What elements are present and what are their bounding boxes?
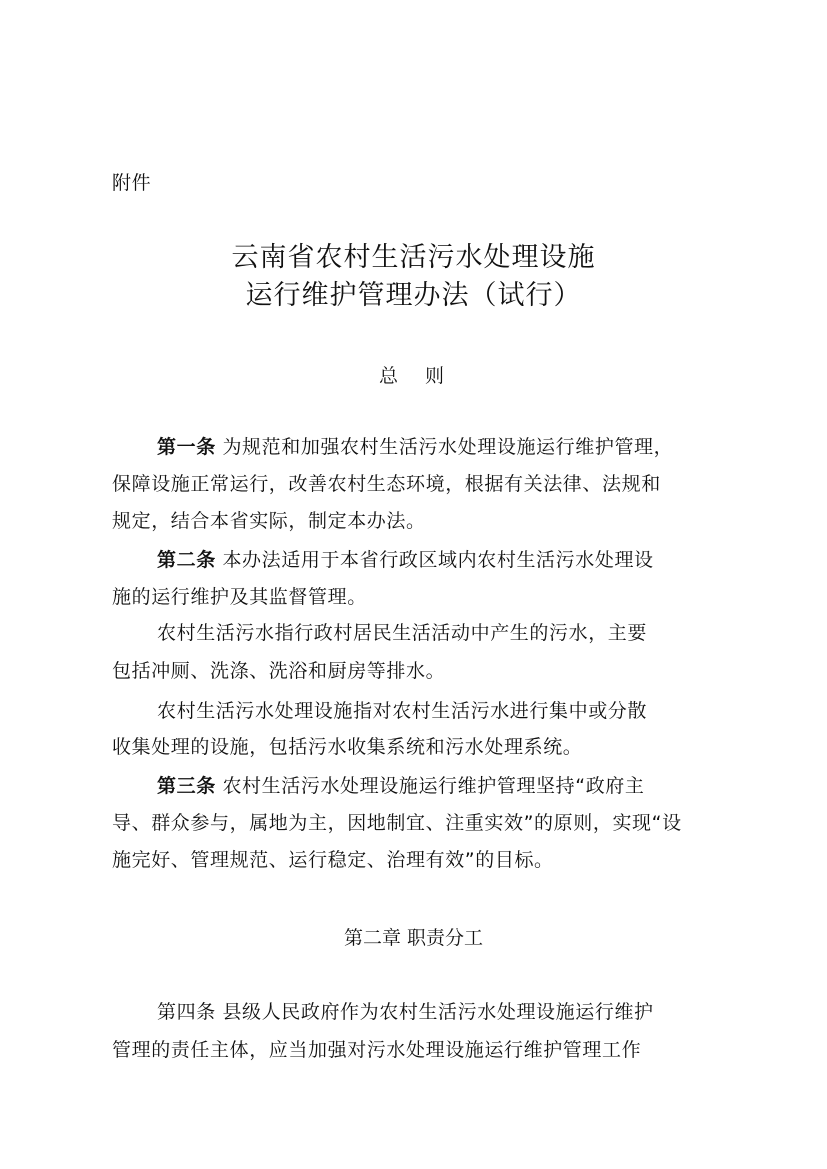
article-number: 第三条 bbox=[157, 775, 216, 797]
paragraph-line: 第一条 为规范和加强农村生活污水处理设施运行维护管理， bbox=[157, 436, 674, 458]
paragraph-line: 施的运行维护及其监督管理。 bbox=[112, 586, 367, 608]
document-title-line-1: 云南省农村生活污水处理设施 bbox=[231, 242, 596, 273]
paragraph-line: 规定，结合本省实际，制定本办法。 bbox=[112, 510, 426, 532]
chapter-heading-responsibilities: 第二章 职责分工 bbox=[343, 927, 484, 949]
paragraph-line: 农村生活污水指行政村居民生活活动中产生的污水，主要 bbox=[157, 622, 648, 644]
paragraph-line: 管理的责任主体，应当加强对污水处理设施运行维护管理工作 bbox=[112, 1039, 642, 1061]
paragraph-line: 保障设施正常运行，改善农村生态环境，根据有关法律、法规和 bbox=[112, 473, 661, 495]
paragraph-line: 包括冲厕、洗涤、洗浴和厨房等排水。 bbox=[112, 660, 446, 682]
paragraph-line: 施完好、管理规范、运行稳定、治理有效”的目标。 bbox=[112, 849, 554, 871]
article-number: 第一条 bbox=[157, 436, 216, 458]
paragraph-line: 第三条 农村生活污水处理设施运行维护管理坚持“政府主 bbox=[157, 775, 645, 797]
document-title-line-2: 运行维护管理办法（试行） bbox=[245, 280, 582, 311]
paragraph-line: 农村生活污水处理设施指对农村生活污水进行集中或分散 bbox=[157, 700, 648, 722]
paragraph-line: 收集处理的设施，包括污水收集系统和污水处理系统。 bbox=[112, 736, 583, 758]
article-number: 第二条 bbox=[157, 549, 216, 571]
attachment-label: 附件 bbox=[112, 172, 152, 194]
paragraph-line: 第二条 本办法适用于本省行政区域内农村生活污水处理设 bbox=[157, 549, 654, 571]
chapter-heading-general: 总 则 bbox=[378, 365, 448, 387]
paragraph-line: 第四条 县级人民政府作为农村生活污水处理设施运行维护 bbox=[157, 1001, 654, 1023]
paragraph-line: 导、群众参与，属地为主，因地制宜、注重实效”的原则，实现“设 bbox=[112, 812, 682, 834]
